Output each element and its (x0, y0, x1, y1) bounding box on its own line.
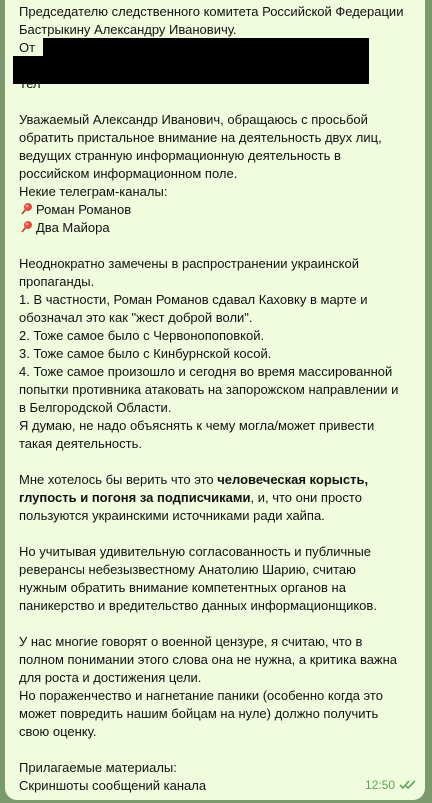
p1-line-1: обратить пристальное внимание на деятельность двух лиц, (19, 130, 382, 145)
p1-line-4: Некие телеграм-каналы: (19, 184, 168, 199)
p4-line-2: нужным обратить внимание компетентных органов на (19, 580, 346, 595)
p6-line-1: Скриншоты сообщений канала (19, 778, 207, 793)
message-text (19, 3, 419, 795)
p4-line-3: паникерство и вредительство данных информационщиков. (19, 598, 377, 613)
p4-line-0: Но учитывая удивительную согласованность и публичные (19, 544, 372, 559)
p2-line-6: 4. Тоже самое произошло и сегодня во время массированной (19, 364, 393, 379)
pushpin-icon (19, 220, 33, 234)
p2-line-10: такая деятельность. (19, 436, 142, 451)
channel-name-1: Роман Романов (36, 202, 132, 217)
p4-line-1: реверансы небезызвестному Анатолию Шарию, считаю (19, 562, 356, 577)
p2-line-9: Я думаю, не надо объяснять к чему могла/может привести (19, 418, 375, 433)
p2-line-5: 3. Тоже самое было с Кинбурнской косой. (19, 346, 272, 361)
p3-line-2: пользуются украинскими источниками ради хайпа. (19, 508, 325, 523)
message-time: 12:50 (364, 778, 395, 792)
p2-line-4: 2. Тоже самое было с Червонопоповкой. (19, 328, 265, 343)
p5-line-3: Но пораженчество и нагнетание паники (особенно когда это (19, 688, 383, 703)
p3-prefix: Мне хотелось бы верить что это (19, 472, 218, 487)
p2-line-1: пропаганды. (19, 274, 95, 289)
header-line-1: Председателю следственного комитета Российской Федерации (19, 4, 404, 19)
redaction-block (13, 56, 369, 84)
double-check-icon (399, 779, 417, 791)
p1-line-2: ведущих странную информационную деятельность в (19, 148, 341, 163)
p5-line-5: свою оценку. (19, 724, 97, 739)
p2-line-3: обозначал это как "жест доброй воли". (19, 310, 253, 325)
p5-line-1: полном понимании этого слова она не нужна, а критика важна (19, 652, 398, 667)
p3-line-1 (19, 489, 419, 507)
from-label: От (19, 40, 36, 55)
channel-name-2: Два Майора (36, 220, 110, 235)
p2-line-8: в Белгородской Области. (19, 400, 172, 415)
p3-line-0 (19, 471, 419, 489)
p1-line-3: российском информационном поле. (19, 166, 238, 181)
p6-line-0: Прилагаемые материалы: (19, 760, 177, 775)
p3-suffix: , и, что они просто (250, 490, 362, 505)
channel-item-1 (19, 201, 419, 219)
message-bubble (5, 0, 425, 800)
p5-line-4: может повредить нашим бойцам на нуле) должно получить (19, 706, 379, 721)
pushpin-icon (19, 202, 33, 216)
p2-line-7: попытки противника атаковать на запорожском направлении и (19, 382, 399, 397)
p3-bold-1: человеческая корысть, (217, 472, 369, 487)
p3-bold-2: глупость и погоня за подписчиками (19, 490, 251, 505)
channel-item-2 (19, 219, 419, 237)
p1-line-0: Уважаемый Александр Иванович, обращаюсь с просьбой (19, 112, 368, 127)
p5-line-0: У нас многие говорят о военной цензуре, я считаю, что в (19, 634, 363, 649)
p5-line-2: для роста и достижения цели. (19, 670, 202, 685)
redaction-block (43, 38, 369, 56)
header-line-2: Бастрыкину Александру Ивановичу. (19, 22, 237, 37)
p2-line-2: 1. В частности, Роман Романов сдавал Каховку в марте и (19, 292, 368, 307)
p2-line-0: Неоднократно замечены в распространении украинской (19, 256, 359, 271)
message-meta (365, 778, 417, 792)
